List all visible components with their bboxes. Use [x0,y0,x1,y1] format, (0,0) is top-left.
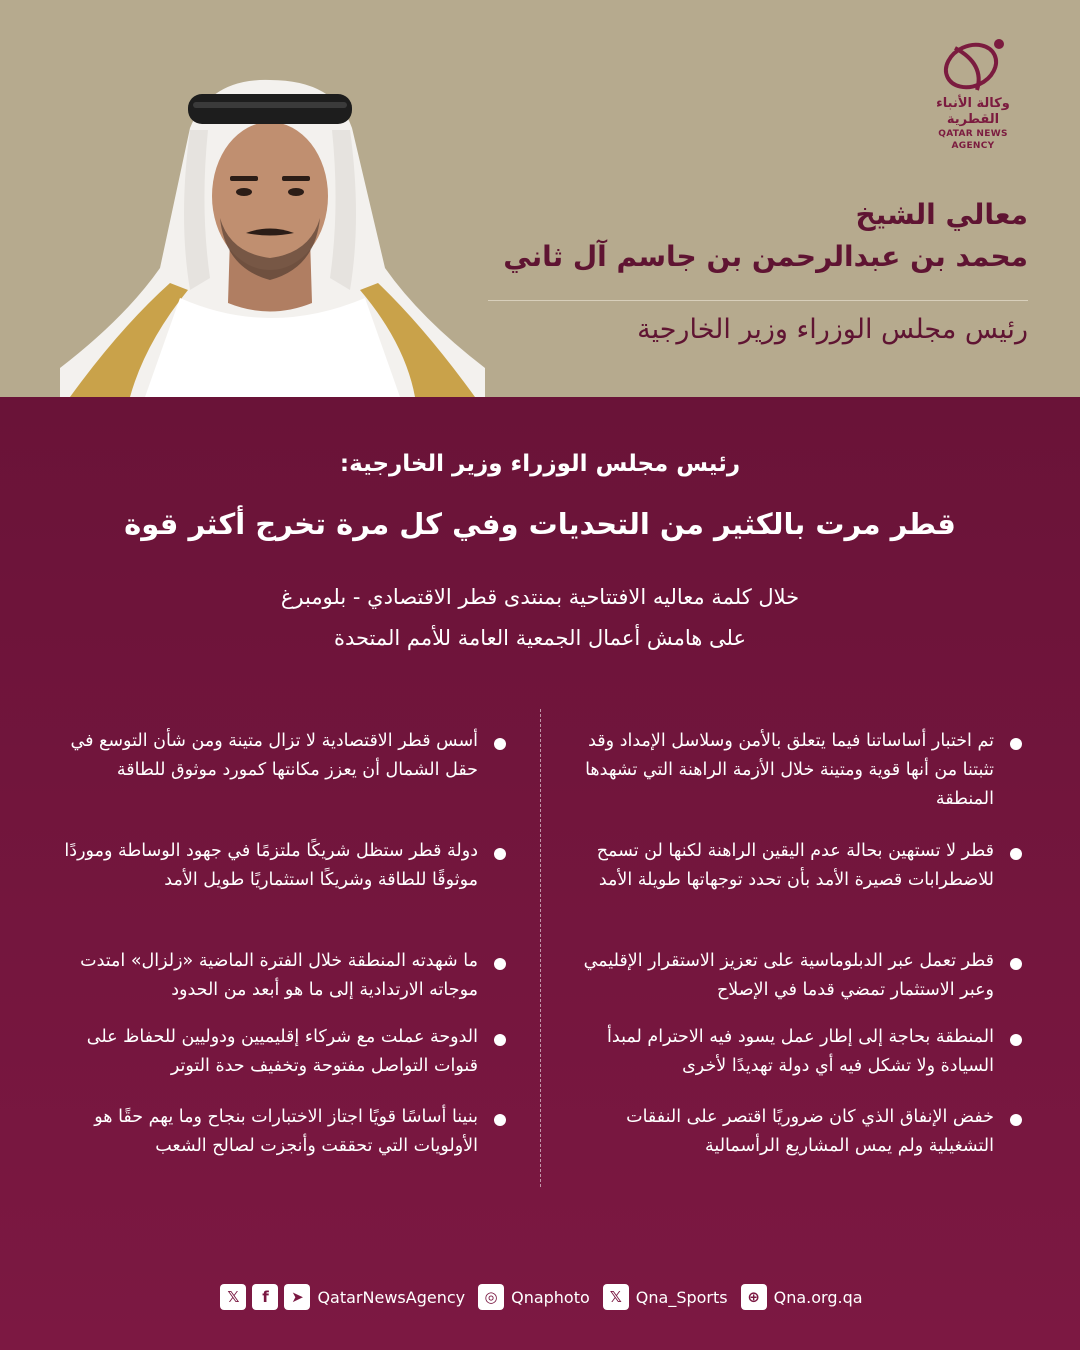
header-divider [488,300,1028,301]
context-line: خلال كلمة معاليه الافتتاحية بمنتدى قطر الاقتصادي - بلومبرغ [280,585,800,609]
qna-logo [918,34,1028,151]
bullet-item [568,1103,1028,1173]
social-footer [0,1277,1080,1317]
person-role: رئيس مجلس الوزراء وزير الخارجية [637,314,1028,345]
bullet-text: أسس قطر الاقتصادية لا تزال متينة ومن شأن التوسع في حقل الشمال أن يعزز مكانتها كمورد موثوق للطاقة [70,731,478,780]
bullet-item [52,1103,512,1173]
handle-news[interactable]: QatarNewsAgency [317,1287,466,1307]
bullet-icon [1010,738,1022,750]
bullet-icon [494,958,506,970]
left-points-column [52,727,512,1173]
social-group-news[interactable] [217,1284,465,1310]
bullet-text: دولة قطر ستظل شريكًا ملتزمًا في جهود الوساطة وموردًا موثوقًا للطاقة وشريكًا استثماريًا طويل الأمد [64,841,478,890]
bullet-icon [494,1114,506,1126]
bullet-item [568,837,1028,947]
right-points-column [568,727,1028,1173]
bullet-icon [494,848,506,860]
handle-photo[interactable]: Qnaphoto [511,1287,590,1307]
portrait-photo [60,68,485,397]
bullet-text: الدوحة عملت مع شركاء إقليميين ودوليين للحفاظ على قنوات التواصل مفتوحة وتخفيف حدة التوتر [86,1027,478,1076]
logo-english-text: QATAR NEWS AGENCY [938,129,1008,151]
bullet-text: قطر تعمل عبر الدبلوماسية على تعزيز الاستقرار الإقليمي وعبر الاستثمار تمضي قدما في الإصلاح [583,951,994,1000]
handle-web[interactable]: Qna.org.qa [773,1287,863,1307]
instagram-icon[interactable]: ◎ [478,1284,504,1310]
bullet-icon [494,738,506,750]
header-panel [0,0,1080,397]
bullet-item [52,947,512,1023]
bullet-icon [494,1034,506,1046]
bullet-text: ما شهدته المنطقة خلال الفترة الماضية «زلزال» امتدت موجاته الارتدادية إلى ما هو أبعد من الحدود [80,951,478,1000]
handle-sports[interactable]: Qna_Sports [635,1287,728,1307]
bullet-text: بنينا أساسًا قويًا اجتاز الاختبارات بنجاح وما يهم حقًا هو الأولويات التي تحققت وأنجزت لصالح الشعب [94,1107,478,1156]
x-icon[interactable]: 𝕏 [220,1284,246,1310]
social-group-sports[interactable] [600,1284,728,1310]
person-name: محمد بن عبدالرحمن بن جاسم آل ثاني [503,240,1028,273]
social-group-photo[interactable] [475,1284,590,1310]
bullet-icon [1010,848,1022,860]
bullet-text: تم اختبار أساساتنا فيما يتعلق بالأمن وسلاسل الإمداد وقد تثبتنا من أنها قوية ومتينة خلال الأزمة الراهنة التي تشهدها المنطقة [585,731,994,809]
dribbble-icon[interactable]: ⊕ [741,1284,767,1310]
x-icon[interactable]: 𝕏 [603,1284,629,1310]
bullet-icon [1010,1114,1022,1126]
headline: قطر مرت بالكثير من التحديات وفي كل مرة تخرج أكثر قوة [124,507,956,541]
social-group-web[interactable] [738,1284,863,1310]
bullet-item [52,1023,512,1103]
bullet-item [52,727,512,837]
bullet-item [568,1023,1028,1103]
bullet-item [568,727,1028,837]
bullet-text: خفض الإنفاق الذي كان ضروريًا اقتصر على النفقات التشغيلية ولم يمس المشاريع الرأسمالية [626,1107,994,1156]
column-divider [540,709,541,1187]
bullet-icon [1010,958,1022,970]
bullet-text: قطر لا تستهين بحالة عدم اليقين الراهنة لكنها لن تسمح للاضطرابات قصيرة الأمد بأن تحدد توجهاتها طويلة الأمد [596,841,994,890]
bullet-item [568,947,1028,1023]
bullet-text: المنطقة بحاجة إلى إطار عمل يسود فيه الاحترام لمبدأ السيادة ولا تشكل فيه أي دولة تهديدًا لأخرى [607,1027,994,1076]
logo-arabic-text: وكالة الأنباء القطرية [936,96,1010,127]
honorific-title: معالي الشيخ [855,198,1028,231]
qna-logo-icon [933,34,1013,94]
main-panel [0,397,1080,1350]
context-text [0,577,1080,659]
bullet-item [52,837,512,947]
bullet-icon [1010,1034,1022,1046]
facebook-icon[interactable]: f [252,1284,278,1310]
telegram-icon[interactable]: ➤ [284,1284,310,1310]
speaker-label: رئيس مجلس الوزراء وزير الخارجية: [339,451,741,477]
context-line: على هامش أعمال الجمعية العامة للأمم المتحدة [333,626,747,650]
